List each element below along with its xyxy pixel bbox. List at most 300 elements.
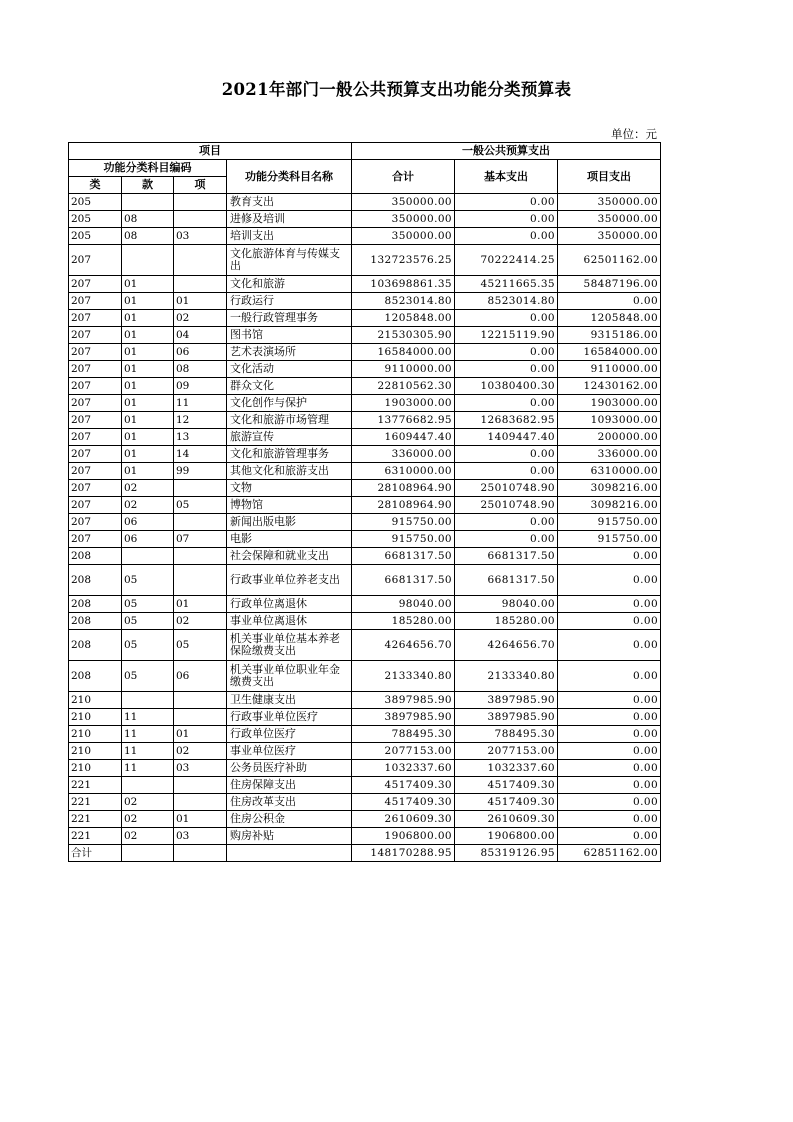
cell-lei: 205 [69, 211, 122, 228]
cell-lei: 207 [69, 395, 122, 412]
table-row [69, 794, 661, 811]
cell-kuan: 11 [122, 709, 174, 726]
table-row [69, 811, 661, 828]
cell-name: 培训支出 [227, 228, 352, 245]
cell-total: 350000.00 [352, 194, 455, 211]
cell-kuan: 02 [122, 811, 174, 828]
cell-project: 0.00 [558, 565, 661, 596]
cell-project: 0.00 [558, 743, 661, 760]
cell-xiang: 04 [174, 327, 227, 344]
cell-name: 文化旅游体育与传媒支出 [227, 245, 352, 276]
table-row [69, 293, 661, 310]
cell-xiang [174, 480, 227, 497]
cell-lei: 210 [69, 760, 122, 777]
cell-total: 350000.00 [352, 228, 455, 245]
cell-kuan: 01 [122, 412, 174, 429]
cell-name: 行政事业单位医疗 [227, 709, 352, 726]
table-row [69, 630, 661, 661]
cell-kuan [122, 548, 174, 565]
cell-xiang [174, 194, 227, 211]
cell-name: 行政运行 [227, 293, 352, 310]
cell-basic: 0.00 [455, 361, 558, 378]
total-empty-xiang [174, 845, 227, 862]
cell-basic: 788495.30 [455, 726, 558, 743]
cell-kuan: 01 [122, 276, 174, 293]
cell-lei: 208 [69, 661, 122, 692]
cell-lei: 207 [69, 310, 122, 327]
cell-kuan [122, 194, 174, 211]
cell-xiang [174, 709, 227, 726]
table-row [69, 828, 661, 845]
cell-lei: 207 [69, 412, 122, 429]
total-basic: 85319126.95 [455, 845, 558, 862]
cell-project: 1093000.00 [558, 412, 661, 429]
cell-kuan: 01 [122, 327, 174, 344]
cell-basic: 3897985.90 [455, 692, 558, 709]
header-name: 功能分类科目名称 [227, 160, 352, 194]
cell-project: 915750.00 [558, 531, 661, 548]
cell-xiang: 02 [174, 310, 227, 327]
total-empty-kuan [122, 845, 174, 862]
cell-kuan [122, 777, 174, 794]
cell-name: 机关事业单位职业年金缴费支出 [227, 661, 352, 692]
cell-basic: 2610609.30 [455, 811, 558, 828]
table-row [69, 548, 661, 565]
cell-project: 62501162.00 [558, 245, 661, 276]
table-row [69, 446, 661, 463]
cell-project: 0.00 [558, 777, 661, 794]
cell-total: 2133340.80 [352, 661, 455, 692]
header-code-group: 功能分类科目编码 [69, 160, 227, 177]
cell-lei: 210 [69, 692, 122, 709]
cell-basic: 2077153.00 [455, 743, 558, 760]
cell-total: 185280.00 [352, 613, 455, 630]
cell-project: 0.00 [558, 661, 661, 692]
cell-lei: 221 [69, 794, 122, 811]
cell-name: 文化活动 [227, 361, 352, 378]
cell-basic: 6681317.50 [455, 548, 558, 565]
cell-lei: 207 [69, 514, 122, 531]
cell-name: 文物 [227, 480, 352, 497]
cell-xiang [174, 245, 227, 276]
cell-name: 住房保障支出 [227, 777, 352, 794]
cell-lei: 205 [69, 228, 122, 245]
total-row [69, 845, 661, 862]
cell-kuan: 01 [122, 395, 174, 412]
cell-basic: 12683682.95 [455, 412, 558, 429]
cell-name: 住房改革支出 [227, 794, 352, 811]
cell-total: 6681317.50 [352, 565, 455, 596]
table-row [69, 361, 661, 378]
cell-xiang: 02 [174, 613, 227, 630]
table-row [69, 661, 661, 692]
cell-kuan: 05 [122, 565, 174, 596]
cell-project: 0.00 [558, 692, 661, 709]
cell-name: 文化和旅游 [227, 276, 352, 293]
cell-xiang: 03 [174, 760, 227, 777]
header-xiang: 项 [174, 177, 227, 194]
cell-lei: 208 [69, 565, 122, 596]
cell-name: 文化和旅游市场管理 [227, 412, 352, 429]
cell-name: 电影 [227, 531, 352, 548]
cell-name: 社会保障和就业支出 [227, 548, 352, 565]
table-row [69, 596, 661, 613]
table-row [69, 480, 661, 497]
cell-total: 3897985.90 [352, 692, 455, 709]
table-row [69, 463, 661, 480]
cell-project: 58487196.00 [558, 276, 661, 293]
cell-basic: 0.00 [455, 463, 558, 480]
cell-kuan: 08 [122, 211, 174, 228]
table-row [69, 395, 661, 412]
cell-kuan: 01 [122, 361, 174, 378]
table-body [69, 194, 661, 845]
cell-total: 6681317.50 [352, 548, 455, 565]
cell-total: 1609447.40 [352, 429, 455, 446]
cell-project: 0.00 [558, 293, 661, 310]
cell-project: 16584000.00 [558, 344, 661, 361]
cell-project: 0.00 [558, 709, 661, 726]
cell-project: 915750.00 [558, 514, 661, 531]
cell-lei: 207 [69, 245, 122, 276]
cell-basic: 0.00 [455, 531, 558, 548]
cell-kuan: 02 [122, 480, 174, 497]
cell-total: 350000.00 [352, 211, 455, 228]
cell-total: 21530305.90 [352, 327, 455, 344]
table-row [69, 726, 661, 743]
table-row [69, 709, 661, 726]
cell-lei: 207 [69, 497, 122, 514]
cell-kuan: 02 [122, 794, 174, 811]
cell-basic: 4517409.30 [455, 794, 558, 811]
cell-xiang: 08 [174, 361, 227, 378]
cell-name: 进修及培训 [227, 211, 352, 228]
cell-total: 98040.00 [352, 596, 455, 613]
cell-basic: 1906800.00 [455, 828, 558, 845]
total-empty-name [227, 845, 352, 862]
cell-kuan: 08 [122, 228, 174, 245]
unit-label: 单位：元 [611, 127, 657, 141]
cell-total: 1903000.00 [352, 395, 455, 412]
cell-total: 9110000.00 [352, 361, 455, 378]
cell-kuan: 05 [122, 630, 174, 661]
cell-project: 0.00 [558, 630, 661, 661]
cell-kuan: 05 [122, 661, 174, 692]
cell-kuan: 11 [122, 743, 174, 760]
cell-total: 2077153.00 [352, 743, 455, 760]
cell-lei: 208 [69, 596, 122, 613]
cell-xiang: 01 [174, 293, 227, 310]
cell-project: 350000.00 [558, 228, 661, 245]
cell-project: 0.00 [558, 548, 661, 565]
budget-table [68, 142, 661, 862]
cell-name: 旅游宣传 [227, 429, 352, 446]
cell-project: 9110000.00 [558, 361, 661, 378]
header-kuan: 款 [122, 177, 174, 194]
cell-xiang: 06 [174, 661, 227, 692]
cell-name: 新闻出版电影 [227, 514, 352, 531]
cell-lei: 210 [69, 709, 122, 726]
cell-kuan [122, 245, 174, 276]
cell-kuan: 11 [122, 726, 174, 743]
cell-project: 9315186.00 [558, 327, 661, 344]
cell-kuan: 06 [122, 514, 174, 531]
cell-total: 915750.00 [352, 531, 455, 548]
cell-total: 4517409.30 [352, 794, 455, 811]
cell-project: 12430162.00 [558, 378, 661, 395]
cell-project: 0.00 [558, 726, 661, 743]
cell-total: 6310000.00 [352, 463, 455, 480]
cell-total: 336000.00 [352, 446, 455, 463]
cell-lei: 208 [69, 630, 122, 661]
cell-kuan: 01 [122, 378, 174, 395]
cell-name: 行政单位离退休 [227, 596, 352, 613]
cell-name: 卫生健康支出 [227, 692, 352, 709]
cell-xiang: 07 [174, 531, 227, 548]
cell-name: 事业单位离退休 [227, 613, 352, 630]
cell-project: 0.00 [558, 760, 661, 777]
cell-lei: 207 [69, 531, 122, 548]
cell-lei: 207 [69, 378, 122, 395]
cell-xiang [174, 565, 227, 596]
cell-xiang: 02 [174, 743, 227, 760]
cell-project: 350000.00 [558, 194, 661, 211]
cell-total: 3897985.90 [352, 709, 455, 726]
cell-name: 住房公积金 [227, 811, 352, 828]
cell-project: 0.00 [558, 811, 661, 828]
cell-basic: 0.00 [455, 344, 558, 361]
cell-total: 4264656.70 [352, 630, 455, 661]
cell-project: 336000.00 [558, 446, 661, 463]
table-row [69, 565, 661, 596]
table-row [69, 692, 661, 709]
cell-xiang: 12 [174, 412, 227, 429]
table-row [69, 429, 661, 446]
cell-total: 788495.30 [352, 726, 455, 743]
cell-lei: 207 [69, 463, 122, 480]
cell-name: 艺术表演场所 [227, 344, 352, 361]
total-sum: 148170288.95 [352, 845, 455, 862]
cell-xiang [174, 211, 227, 228]
cell-lei: 207 [69, 446, 122, 463]
cell-xiang: 99 [174, 463, 227, 480]
table-row [69, 245, 661, 276]
cell-basic: 4264656.70 [455, 630, 558, 661]
cell-name: 图书馆 [227, 327, 352, 344]
table-row [69, 514, 661, 531]
cell-name: 文化和旅游管理事务 [227, 446, 352, 463]
cell-name: 购房补贴 [227, 828, 352, 845]
cell-project: 1205848.00 [558, 310, 661, 327]
cell-xiang: 01 [174, 596, 227, 613]
cell-lei: 210 [69, 726, 122, 743]
cell-project: 3098216.00 [558, 497, 661, 514]
header-project: 项目 [69, 143, 352, 160]
cell-project: 0.00 [558, 613, 661, 630]
cell-lei: 207 [69, 361, 122, 378]
cell-lei: 205 [69, 194, 122, 211]
cell-xiang: 06 [174, 344, 227, 361]
header-basic: 基本支出 [455, 160, 558, 194]
cell-lei: 221 [69, 828, 122, 845]
cell-total: 132723576.25 [352, 245, 455, 276]
cell-xiang: 05 [174, 497, 227, 514]
table-row [69, 194, 661, 211]
cell-lei: 207 [69, 327, 122, 344]
cell-kuan: 01 [122, 463, 174, 480]
table-row [69, 310, 661, 327]
cell-lei: 208 [69, 613, 122, 630]
cell-kuan: 06 [122, 531, 174, 548]
cell-xiang: 14 [174, 446, 227, 463]
header-general-budget: 一般公共预算支出 [352, 143, 661, 160]
table-row [69, 497, 661, 514]
page-title: 2021年部门一般公共预算支出功能分类预算表 [221, 80, 572, 99]
cell-name: 文化创作与保护 [227, 395, 352, 412]
cell-lei: 207 [69, 344, 122, 361]
cell-basic: 0.00 [455, 446, 558, 463]
cell-lei: 210 [69, 743, 122, 760]
cell-xiang [174, 276, 227, 293]
cell-project: 350000.00 [558, 211, 661, 228]
cell-lei: 208 [69, 548, 122, 565]
cell-basic: 8523014.80 [455, 293, 558, 310]
cell-name: 一般行政管理事务 [227, 310, 352, 327]
cell-total: 1032337.60 [352, 760, 455, 777]
cell-project: 1903000.00 [558, 395, 661, 412]
table-row [69, 760, 661, 777]
cell-total: 13776682.95 [352, 412, 455, 429]
cell-basic: 1409447.40 [455, 429, 558, 446]
cell-total: 22810562.30 [352, 378, 455, 395]
cell-total: 103698861.35 [352, 276, 455, 293]
cell-name: 机关事业单位基本养老保险缴费支出 [227, 630, 352, 661]
cell-project: 0.00 [558, 828, 661, 845]
cell-xiang: 09 [174, 378, 227, 395]
cell-basic: 70222414.25 [455, 245, 558, 276]
cell-xiang: 03 [174, 228, 227, 245]
cell-xiang [174, 514, 227, 531]
cell-xiang [174, 777, 227, 794]
cell-kuan: 05 [122, 613, 174, 630]
cell-xiang: 13 [174, 429, 227, 446]
cell-project: 0.00 [558, 596, 661, 613]
cell-basic: 2133340.80 [455, 661, 558, 692]
cell-kuan: 05 [122, 596, 174, 613]
cell-name: 公务员医疗补助 [227, 760, 352, 777]
cell-basic: 25010748.90 [455, 497, 558, 514]
cell-xiang [174, 794, 227, 811]
cell-lei: 221 [69, 811, 122, 828]
cell-total: 8523014.80 [352, 293, 455, 310]
cell-basic: 10380400.30 [455, 378, 558, 395]
cell-project: 200000.00 [558, 429, 661, 446]
cell-name: 行政事业单位养老支出 [227, 565, 352, 596]
cell-basic: 6681317.50 [455, 565, 558, 596]
table-row [69, 211, 661, 228]
header-project-expense: 项目支出 [558, 160, 661, 194]
cell-xiang: 03 [174, 828, 227, 845]
cell-kuan: 11 [122, 760, 174, 777]
header-total: 合计 [352, 160, 455, 194]
cell-lei: 207 [69, 480, 122, 497]
cell-total: 28108964.90 [352, 480, 455, 497]
table-row [69, 531, 661, 548]
cell-basic: 12215119.90 [455, 327, 558, 344]
cell-basic: 98040.00 [455, 596, 558, 613]
cell-kuan: 01 [122, 446, 174, 463]
cell-lei: 207 [69, 293, 122, 310]
cell-xiang: 01 [174, 726, 227, 743]
cell-basic: 1032337.60 [455, 760, 558, 777]
cell-xiang [174, 692, 227, 709]
cell-total: 1906800.00 [352, 828, 455, 845]
cell-project: 0.00 [558, 794, 661, 811]
cell-total: 16584000.00 [352, 344, 455, 361]
cell-total: 4517409.30 [352, 777, 455, 794]
cell-basic: 0.00 [455, 194, 558, 211]
cell-basic: 0.00 [455, 310, 558, 327]
cell-total: 2610609.30 [352, 811, 455, 828]
cell-kuan: 02 [122, 828, 174, 845]
cell-basic: 3897985.90 [455, 709, 558, 726]
cell-basic: 45211665.35 [455, 276, 558, 293]
cell-project: 6310000.00 [558, 463, 661, 480]
cell-lei: 207 [69, 276, 122, 293]
cell-total: 28108964.90 [352, 497, 455, 514]
cell-kuan: 01 [122, 344, 174, 361]
cell-name: 群众文化 [227, 378, 352, 395]
table-row [69, 228, 661, 245]
table-row [69, 412, 661, 429]
cell-total: 1205848.00 [352, 310, 455, 327]
cell-xiang [174, 548, 227, 565]
table-row [69, 276, 661, 293]
table-row [69, 378, 661, 395]
cell-xiang: 11 [174, 395, 227, 412]
header-lei: 类 [69, 177, 122, 194]
table-row [69, 777, 661, 794]
cell-name: 行政单位医疗 [227, 726, 352, 743]
cell-kuan: 01 [122, 310, 174, 327]
cell-name: 事业单位医疗 [227, 743, 352, 760]
cell-name: 博物馆 [227, 497, 352, 514]
cell-basic: 0.00 [455, 395, 558, 412]
cell-basic: 0.00 [455, 514, 558, 531]
cell-basic: 0.00 [455, 211, 558, 228]
cell-kuan [122, 692, 174, 709]
cell-name: 教育支出 [227, 194, 352, 211]
table-row [69, 327, 661, 344]
total-project: 62851162.00 [558, 845, 661, 862]
table-row [69, 743, 661, 760]
cell-kuan: 01 [122, 429, 174, 446]
total-label: 合计 [69, 845, 122, 862]
cell-basic: 0.00 [455, 228, 558, 245]
cell-xiang: 05 [174, 630, 227, 661]
table-row [69, 344, 661, 361]
cell-basic: 185280.00 [455, 613, 558, 630]
table-row [69, 613, 661, 630]
cell-kuan: 02 [122, 497, 174, 514]
cell-lei: 207 [69, 429, 122, 446]
cell-lei: 221 [69, 777, 122, 794]
cell-project: 3098216.00 [558, 480, 661, 497]
cell-total: 915750.00 [352, 514, 455, 531]
cell-xiang: 01 [174, 811, 227, 828]
cell-basic: 4517409.30 [455, 777, 558, 794]
cell-basic: 25010748.90 [455, 480, 558, 497]
